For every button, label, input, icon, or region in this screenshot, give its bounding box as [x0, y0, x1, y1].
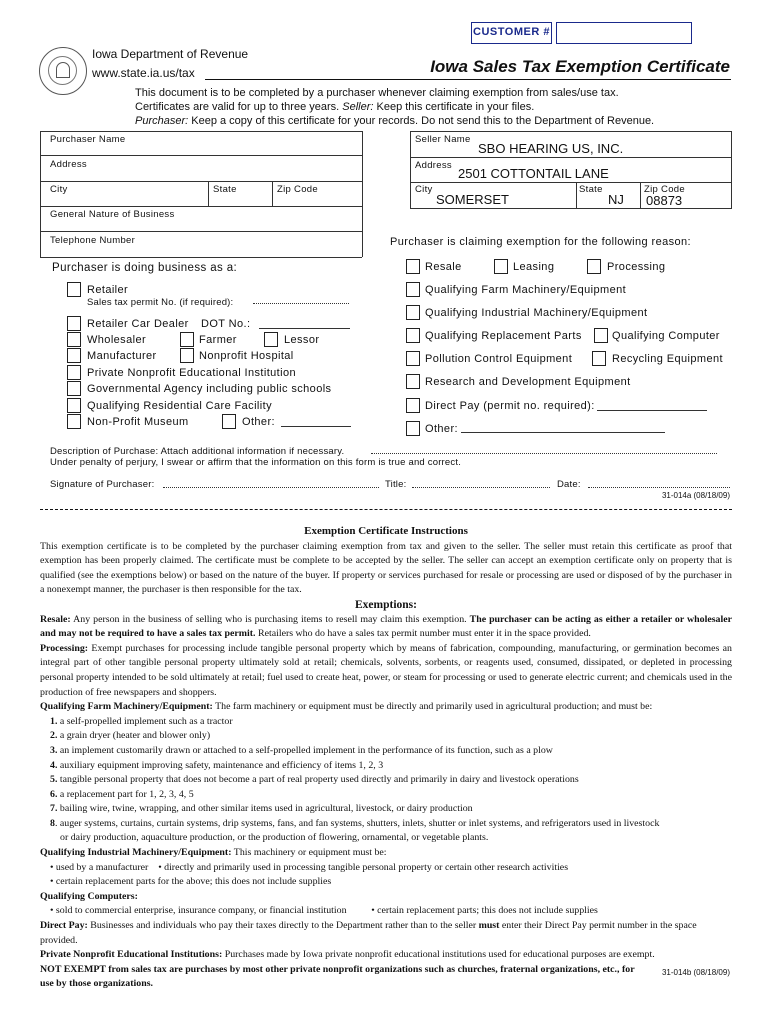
divider — [272, 181, 273, 206]
other-reason-label: Other: — [425, 423, 458, 435]
divider — [640, 182, 641, 208]
dot-number-field[interactable] — [259, 328, 350, 329]
form-number-a: 31-014a (08/18/09) — [661, 491, 730, 500]
lessor-checkbox[interactable] — [264, 332, 278, 347]
form-number-b: 31-014b (08/18/09) — [661, 968, 730, 977]
nonprofit-hospital-checkbox[interactable] — [180, 348, 194, 363]
industrial-machinery-label: Qualifying Industrial Machinery/Equipment — [425, 307, 648, 319]
farmer-checkbox[interactable] — [180, 332, 194, 347]
divider — [410, 131, 411, 208]
farm-paragraph: Qualifying Farm Machinery/Equipment: The farm machinery or equipment must be directly and primarily used in agricultural production; and must be: — [40, 701, 653, 713]
divider — [410, 182, 732, 183]
manufacturer-label: Manufacturer — [87, 350, 157, 362]
pollution-control-checkbox[interactable] — [406, 351, 420, 366]
purchaser-state-field[interactable]: State — [213, 184, 237, 195]
research-development-checkbox[interactable] — [406, 374, 420, 389]
pollution-control-label: Pollution Control Equipment — [425, 353, 573, 365]
farm-item: 1. a self-propelled implement such as a tractor — [50, 715, 233, 727]
residential-care-checkbox[interactable] — [67, 398, 81, 413]
instructions-intro: This exemption certificate is to be completed by the purchaser claiming exemption from tax and given to the seller. The seller must retain this certificate as proof that exemption has been properly claimed. The certificate must be complete to be accepted by the seller. The seller can accept an exemption certificate only on property that is qualified (see the exemptions below) or based on the nature of the buyer. If property or services purchased for resale or processing are used or disposed of by the purchaser in a nonexempt manner, the purchaser is then responsible for the tax. — [40, 540, 732, 596]
seller-address-label: Address — [415, 160, 452, 171]
nonprofit-museum-label: Non-Profit Museum — [87, 416, 189, 428]
signature-field[interactable] — [163, 487, 379, 488]
form-title: Iowa Sales Tax Exemption Certificate — [430, 57, 730, 76]
signature-label: Signature of Purchaser: — [50, 479, 155, 490]
divider — [410, 131, 732, 132]
exemption-reason-heading: Purchaser is claiming exemption for the following reason: — [390, 236, 691, 248]
description-label: Description of Purchase: Attach additional information if necessary. — [50, 446, 345, 457]
residential-care-label: Qualifying Residential Care Facility — [87, 400, 272, 412]
farm-machinery-checkbox[interactable] — [406, 282, 420, 297]
resale-label: Resale — [425, 261, 462, 273]
dot-number-label: DOT No.: — [201, 318, 251, 330]
manufacturer-checkbox[interactable] — [67, 348, 81, 363]
other-business-label: Other: — [242, 416, 275, 428]
nonprofit-hospital-label: Nonprofit Hospital — [199, 350, 294, 362]
industrial-machinery-checkbox[interactable] — [406, 305, 420, 320]
other-reason-field[interactable] — [461, 432, 665, 433]
iowa-state-seal-icon — [39, 47, 87, 95]
perjury-statement: Under penalty of perjury, I swear or affirm that the information on this form is true and correct. — [50, 457, 462, 468]
computers-bullets: • sold to commercial enterprise, insurance company, or financial institution • certain replacement parts; this does not include supplies — [50, 905, 598, 917]
department-website: www.state.ia.us/tax — [92, 66, 195, 80]
purchaser-block-top — [40, 131, 362, 132]
replacement-parts-label: Qualifying Replacement Parts — [425, 330, 582, 342]
lessor-label: Lessor — [284, 334, 320, 346]
cut-line — [40, 509, 732, 510]
purchaser-city-field[interactable]: City — [50, 184, 68, 195]
divider — [410, 208, 732, 209]
research-development-label: Research and Development Equipment — [425, 376, 631, 388]
permit-number-label: Sales tax permit No. (if required): — [87, 297, 234, 308]
description-field[interactable] — [371, 453, 717, 454]
farmer-label: Farmer — [199, 334, 237, 346]
processing-label: Processing — [607, 261, 666, 273]
private-nonprofit-paragraph: Private Nonprofit Educational Institutions: Purchases made by Iowa private nonprofit educational institutions used for educational purposes are exempt. — [40, 949, 655, 961]
seller-name-label: Seller Name — [415, 134, 471, 145]
customer-number-label: CUSTOMER # — [471, 22, 552, 44]
processing-paragraph: Processing: Exempt purchases for processing include tangible personal property which by means of fabrication, compounding, manufacturing, or germination becomes an integral part of other tangible personal property ultimately sold at retail; chemicals, solvents, sorbents, or reagents used, consumed, dissipated, or depleted in processing personal property intended to be sold ultimately at retail; fuel used to create heat, power, or steam for processing or used to generate electric current; and chemicals used in the production of free newspapers and shoppers. — [40, 642, 732, 698]
wholesaler-checkbox[interactable] — [67, 332, 81, 347]
farm-item: 8. auger systems, curtains, curtain systems, drip systems, fans, and fan systems, shutters, inlets, shutter or inlet systems, and refrigerators used in livestock — [50, 817, 660, 829]
seller-zip-label: Zip Code — [644, 184, 685, 195]
purchaser-zip-field[interactable]: Zip Code — [277, 184, 318, 195]
leasing-label: Leasing — [513, 261, 555, 273]
other-reason-checkbox[interactable] — [406, 421, 420, 436]
title-field[interactable] — [412, 487, 550, 488]
divider — [40, 257, 362, 258]
direct-pay-checkbox[interactable] — [406, 398, 420, 413]
purchaser-block-right — [362, 131, 363, 257]
seller-city-field[interactable]: SOMERSET — [436, 192, 509, 207]
divider — [40, 206, 362, 207]
resale-checkbox[interactable] — [406, 259, 420, 274]
department-name: Iowa Department of Revenue — [92, 47, 249, 61]
industrial-bullets: • used by a manufacturer • directly and primarily used in processing tangible personal property or certain other research activities — [50, 861, 569, 873]
farm-item: 4. auxiliary equipment improving safety, maintenance and efficiency of items 1, 2, 3 — [50, 759, 384, 771]
header-rule — [205, 79, 731, 80]
business-nature-field[interactable]: General Nature of Business — [50, 209, 175, 220]
other-business-checkbox[interactable] — [222, 414, 236, 429]
purchaser-name-field[interactable]: Purchaser Name — [50, 134, 126, 145]
divider — [576, 182, 577, 208]
seller-city-label: City — [415, 184, 433, 195]
retailer-car-dealer-label: Retailer Car Dealer — [87, 318, 189, 330]
government-agency-checkbox[interactable] — [67, 381, 81, 396]
private-nonprofit-label: Private Nonprofit Educational Institution — [87, 367, 297, 379]
nonprofit-museum-checkbox[interactable] — [67, 414, 81, 429]
recycling-equipment-label: Recycling Equipment — [612, 353, 723, 365]
instructions-section — [40, 524, 732, 992]
qualifying-computer-checkbox[interactable] — [594, 328, 608, 343]
divider — [40, 181, 362, 182]
divider — [40, 155, 362, 156]
instructions-heading: Exemption Certificate Instructions — [304, 525, 468, 537]
industrial-bullet: • certain replacement parts for the above; this does not include supplies — [50, 876, 332, 888]
farm-item: 2. a grain dryer (heater and blower only) — [50, 730, 211, 742]
direct-pay-permit-field[interactable] — [597, 410, 707, 411]
other-business-field[interactable] — [281, 426, 351, 427]
seller-zip-field[interactable]: 08873 — [646, 193, 683, 208]
seller-state-field[interactable]: NJ — [608, 192, 624, 207]
direct-pay-label: Direct Pay (permit no. required): — [425, 400, 595, 412]
customer-number-field[interactable] — [556, 22, 692, 44]
divider — [208, 181, 209, 206]
wholesaler-label: Wholesaler — [87, 334, 147, 346]
title-label: Title: — [385, 479, 407, 490]
farm-machinery-label: Qualifying Farm Machinery/Equipment — [425, 284, 627, 296]
date-label: Date: — [557, 479, 581, 490]
farm-item-continued: or dairy production, aquaculture production, or the production of flowering, ornamental, or vegetable plants. — [60, 832, 489, 844]
business-as-heading: Purchaser is doing business as a: — [52, 262, 238, 274]
seller-name-field[interactable]: SBO HEARING US, INC. — [478, 141, 624, 156]
farm-item: 5. tangible personal property that does not become a part of real property used directly and primarily in dairy and livestock operations — [50, 774, 579, 786]
purchaser-block-left — [40, 131, 41, 257]
computers-heading: Qualifying Computers: — [40, 890, 138, 902]
not-exempt-paragraph: NOT EXEMPT from sales tax are purchases by most other private nonprofit organizations such as churches, fraternal organizations, etc., for use by those organizations. — [40, 963, 635, 990]
resale-paragraph: Resale: Any person in the business of selling who is purchasing items to resell may claim this exemption. The purchaser can be acting as either a retailer or wholesaler and may not be required to have a sales tax permit. Retailers who do have a sales tax permit number must enter it in the space provided. — [40, 613, 732, 640]
permit-number-field[interactable] — [253, 303, 349, 304]
date-field[interactable] — [588, 487, 730, 488]
farm-item: 7. bailing wire, twine, wrapping, and other similar items used in agricultural, livestock, or dairy production — [50, 803, 473, 815]
telephone-field[interactable]: Telephone Number — [50, 235, 136, 246]
purchaser-address-field[interactable]: Address — [50, 159, 87, 170]
processing-checkbox[interactable] — [587, 259, 601, 274]
leasing-checkbox[interactable] — [494, 259, 508, 274]
divider — [410, 157, 732, 158]
divider — [731, 131, 732, 208]
seller-state-label: State — [579, 184, 603, 195]
retailer-label: Retailer — [87, 284, 129, 296]
divider — [40, 231, 362, 232]
retailer-checkbox[interactable] — [67, 282, 81, 297]
qualifying-computer-label: Qualifying Computer — [612, 330, 720, 342]
seller-address-field[interactable]: 2501 COTTONTAIL LANE — [458, 166, 609, 181]
government-agency-label: Governmental Agency including public schools — [87, 383, 332, 395]
replacement-parts-checkbox[interactable] — [406, 328, 420, 343]
intro-line-1: This document is to be completed by a purchaser whenever claiming exemption from sales/use tax. — [135, 87, 619, 99]
retailer-car-dealer-checkbox[interactable] — [67, 316, 81, 331]
exemptions-heading: Exemptions: — [355, 598, 417, 611]
recycling-equipment-checkbox[interactable] — [592, 351, 606, 366]
private-nonprofit-checkbox[interactable] — [67, 365, 81, 380]
intro-line-3: Purchaser: Keep a copy of this certificate for your records. Do not send this to the Department of Revenue. — [135, 115, 655, 127]
industrial-paragraph: Qualifying Industrial Machinery/Equipment: This machinery or equipment must be: — [40, 847, 387, 859]
intro-line-2: Certificates are valid for up to three years. Seller: Keep this certificate in your files. — [135, 101, 535, 113]
farm-item: 6. a replacement part for 1, 2, 3, 4, 5 — [50, 788, 194, 800]
farm-item: 3. an implement customarily drawn or attached to a self-propelled implement in the performance of its function, such as a plow — [50, 744, 553, 756]
direct-pay-paragraph: Direct Pay: Businesses and individuals who pay their taxes directly to the Department rather than to the seller must enter their Direct Pay permit number in the space provided. — [40, 920, 697, 946]
